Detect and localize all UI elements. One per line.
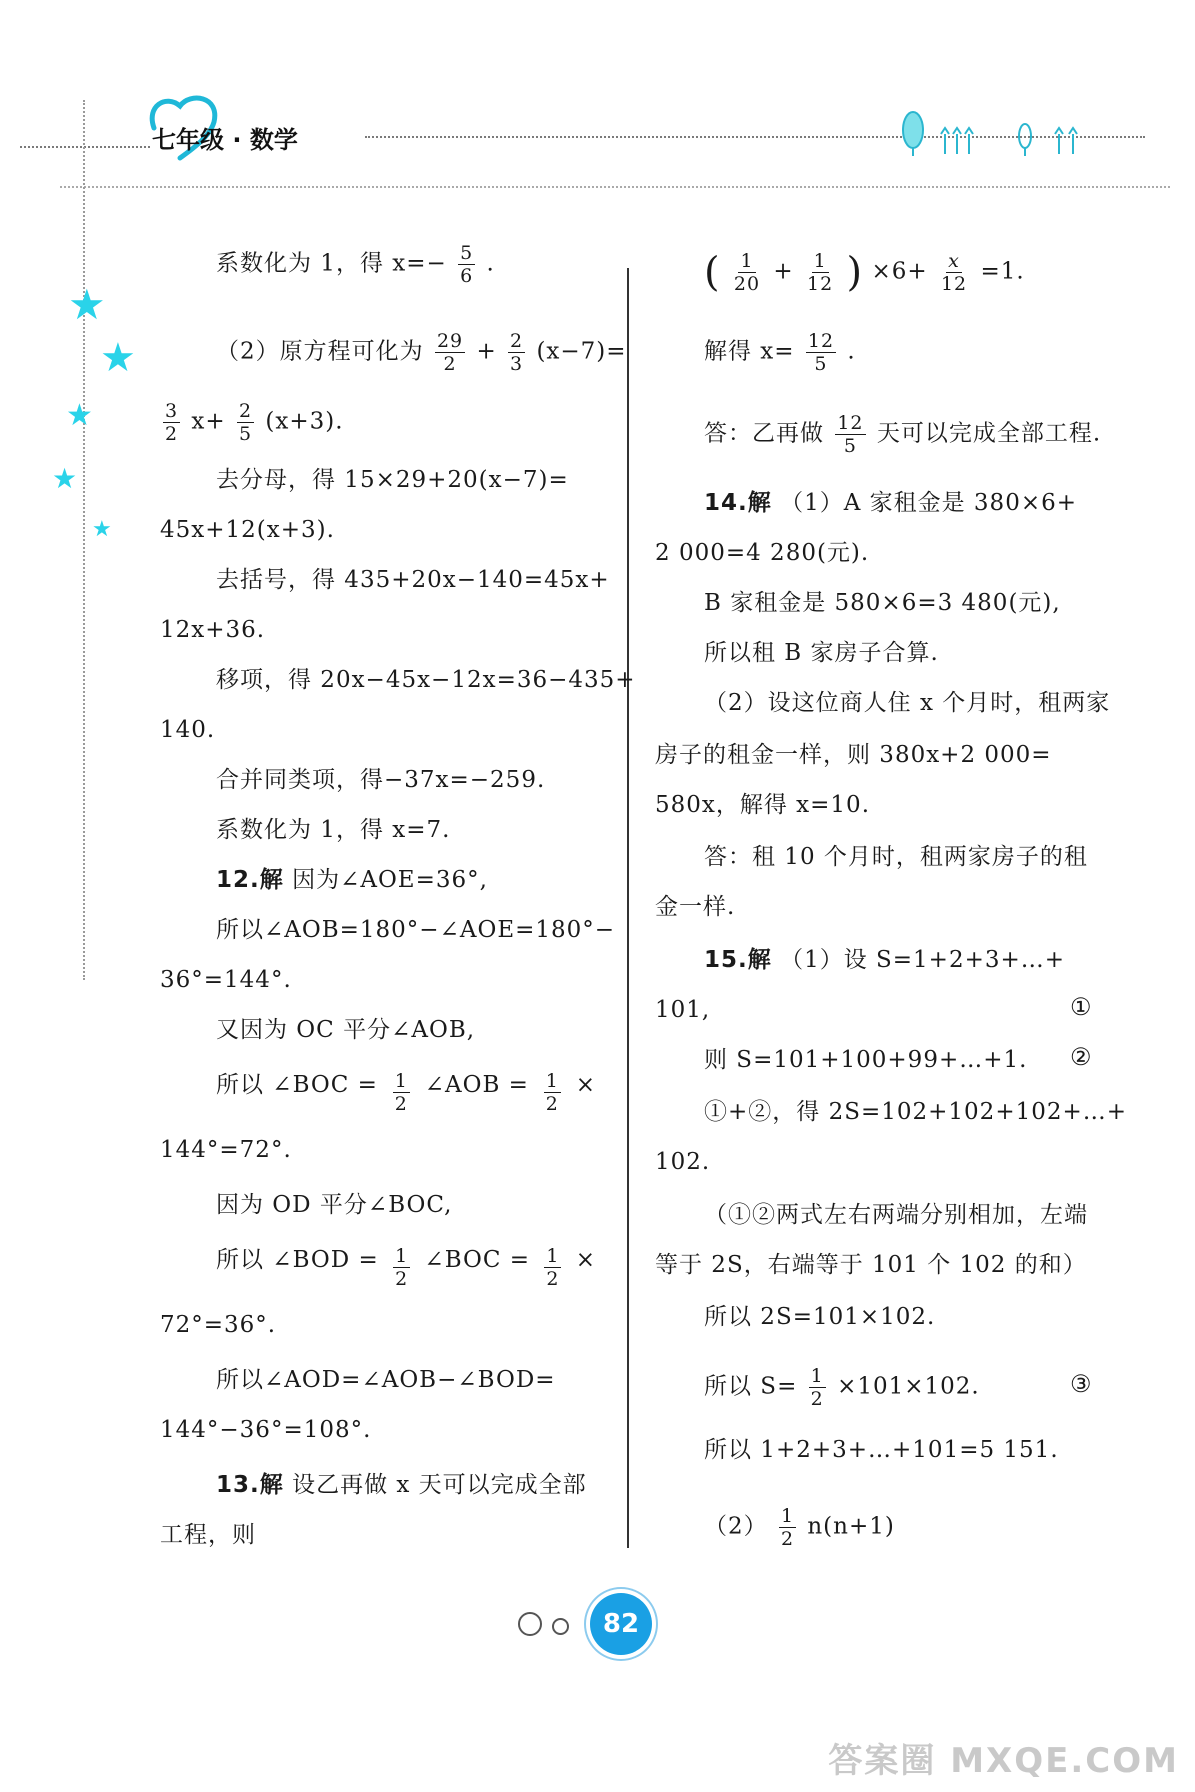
fraction: $\frac{12}{5}$: [807, 330, 835, 375]
watermark-logo: 答案圈 MXQE.COM: [828, 1741, 1179, 1781]
fraction: $\frac{1}{2}$: [780, 1505, 795, 1550]
text-line: 又因为 OC 平分∠AOB,: [216, 1017, 476, 1043]
star-icon: ★: [52, 462, 78, 495]
text-line: 所以 1+2+3+…+101=5 151.: [704, 1437, 1059, 1463]
text-line: 系数化为 1，得 x=− $\frac{5}{6}$ .: [216, 242, 495, 287]
text-line: 所以 ∠BOD = $\frac{1}{2}$ ∠BOC = $\frac{1}{2}$ ×: [216, 1245, 596, 1290]
text-line: 去括号，得 435+20x−140=45x+: [216, 567, 610, 593]
text-line: 12x+36.: [160, 617, 266, 643]
fraction: $\frac{2}{5}$: [238, 400, 253, 445]
column-divider: [627, 268, 629, 1548]
text-line: （2）原方程可化为 $\frac{29}{2}$ + $\frac{2}{3}$ (x−7)=: [216, 330, 627, 375]
text-line: 工程，则: [160, 1522, 256, 1548]
text-line: 等于 2S，右端等于 101 个 102 的和）: [655, 1252, 1087, 1278]
text-line: 72°=36°.: [160, 1312, 277, 1338]
fraction: $\frac{2}{3}$: [510, 330, 524, 375]
star-icon: ★: [68, 280, 106, 329]
text-line: 所以 S= $\frac{1}{2}$ ×101×102.: [704, 1365, 980, 1410]
text-line: $\frac{3}{2}$ x+ $\frac{2}{5}$ (x+3).: [165, 400, 344, 445]
problem-13-heading: 13.解 设乙再做 x 天可以完成全部: [216, 1472, 587, 1498]
text-line: 所以∠AOD=∠AOB−∠BOD=: [216, 1367, 556, 1393]
text-line: 所以 ∠BOC = $\frac{1}{2}$ ∠AOB = $\frac{1}{2}$ ×: [216, 1070, 596, 1115]
text-line: （2） $\frac{1}{2}$ n(n+1): [704, 1505, 895, 1550]
circle-decoration-icon: [552, 1618, 569, 1635]
fraction: $\frac{29}{2}$: [436, 330, 464, 375]
flower-decoration-icon: [895, 108, 1105, 158]
text-line: 36°=144°.: [160, 967, 292, 993]
page-title: 七年级 · 数学: [152, 126, 298, 154]
fraction: $\frac{1}{2}$: [545, 1070, 559, 1115]
text-line: 答：租 10 个月时，租两家房子的租: [704, 844, 1088, 870]
fraction: $\frac{1}{2}$: [546, 1245, 560, 1290]
fraction: $\frac{1}{2}$: [395, 1245, 409, 1290]
text-line: 答：乙再做 $\frac{12}{5}$ 天可以完成全部工程.: [704, 412, 1102, 457]
header-divider: [20, 146, 150, 148]
fraction: $\frac{x}{12}$: [940, 250, 968, 295]
text-line: 合并同类项，得−37x=−259.: [216, 767, 546, 793]
text-line: 102.: [655, 1149, 711, 1175]
text-line: 144°=72°.: [160, 1137, 292, 1163]
text-line: ①+②，得 2S=102+102+102+…+: [704, 1099, 1128, 1125]
text-line: 则 S=101+100+99+…+1.: [704, 1047, 1028, 1073]
text-line: B 家租金是 580×6=3 480(元),: [704, 590, 1061, 616]
fraction: $\frac{1}{2}$: [810, 1365, 824, 1410]
equation-marker: ③: [1070, 1370, 1092, 1398]
text-line: 144°−36°=108°.: [160, 1417, 372, 1443]
text-line: 2 000=4 280(元).: [655, 540, 870, 566]
text-line: 解得 x= $\frac{12}{5}$ .: [704, 330, 856, 375]
text-line: 所以∠AOB=180°−∠AOE=180°−: [216, 917, 616, 943]
fraction: $\frac{1}{12}$: [807, 250, 834, 295]
text-line: （①②两式左右两端分别相加，左端: [704, 1202, 1088, 1228]
problem-15-heading: 15.解 （1）设 S=1+2+3+…+: [704, 947, 1066, 973]
problem-14-heading: 14.解 （1）A 家租金是 380×6+: [704, 490, 1078, 516]
fraction: $\frac{5}{6}$: [460, 242, 474, 287]
text-line: 所以 2S=101×102.: [704, 1304, 936, 1330]
text-line: 移项，得 20x−45x−12x=36−435+: [216, 667, 636, 693]
text-line: 101,: [655, 997, 711, 1023]
star-icon: ★: [100, 335, 136, 381]
margin-divider: [83, 100, 85, 980]
star-icon: ★: [66, 398, 93, 433]
problem-12-heading: 12.解 因为∠AOE=36°,: [216, 867, 488, 893]
text-line: 140.: [160, 717, 216, 743]
text-line: 系数化为 1，得 x=7.: [216, 817, 451, 843]
header-divider: [60, 186, 1170, 188]
text-line: 所以租 B 家房子合算.: [704, 640, 939, 666]
fraction: $\frac{3}{2}$: [165, 400, 179, 445]
text-line: （2）设这位商人住 x 个月时，租两家: [704, 690, 1111, 716]
text-line: 580x，解得 x=10.: [655, 792, 871, 818]
text-line: 房子的租金一样，则 380x+2 000=: [655, 742, 1052, 768]
equation-marker: ②: [1070, 1043, 1092, 1071]
text-line: 45x+12(x+3).: [160, 517, 335, 543]
text-line: 金一样.: [655, 894, 736, 920]
equation-marker: ①: [1070, 993, 1092, 1021]
fraction: $\frac{1}{20}$: [733, 250, 761, 295]
star-icon: ★: [92, 517, 112, 542]
text-line: ( $\frac{1}{20}$ + $\frac{1}{12}$ ) ×6+ $\frac{x}{12}$ =1.: [704, 249, 1025, 296]
text-line: 因为 OD 平分∠BOC,: [216, 1192, 453, 1218]
page-number: 82: [590, 1593, 652, 1655]
fraction: $\frac{12}{5}$: [837, 412, 864, 457]
text-line: 去分母，得 15×29+20(x−7)=: [216, 467, 569, 493]
circle-decoration-icon: [518, 1612, 542, 1636]
fraction: $\frac{1}{2}$: [394, 1070, 408, 1115]
